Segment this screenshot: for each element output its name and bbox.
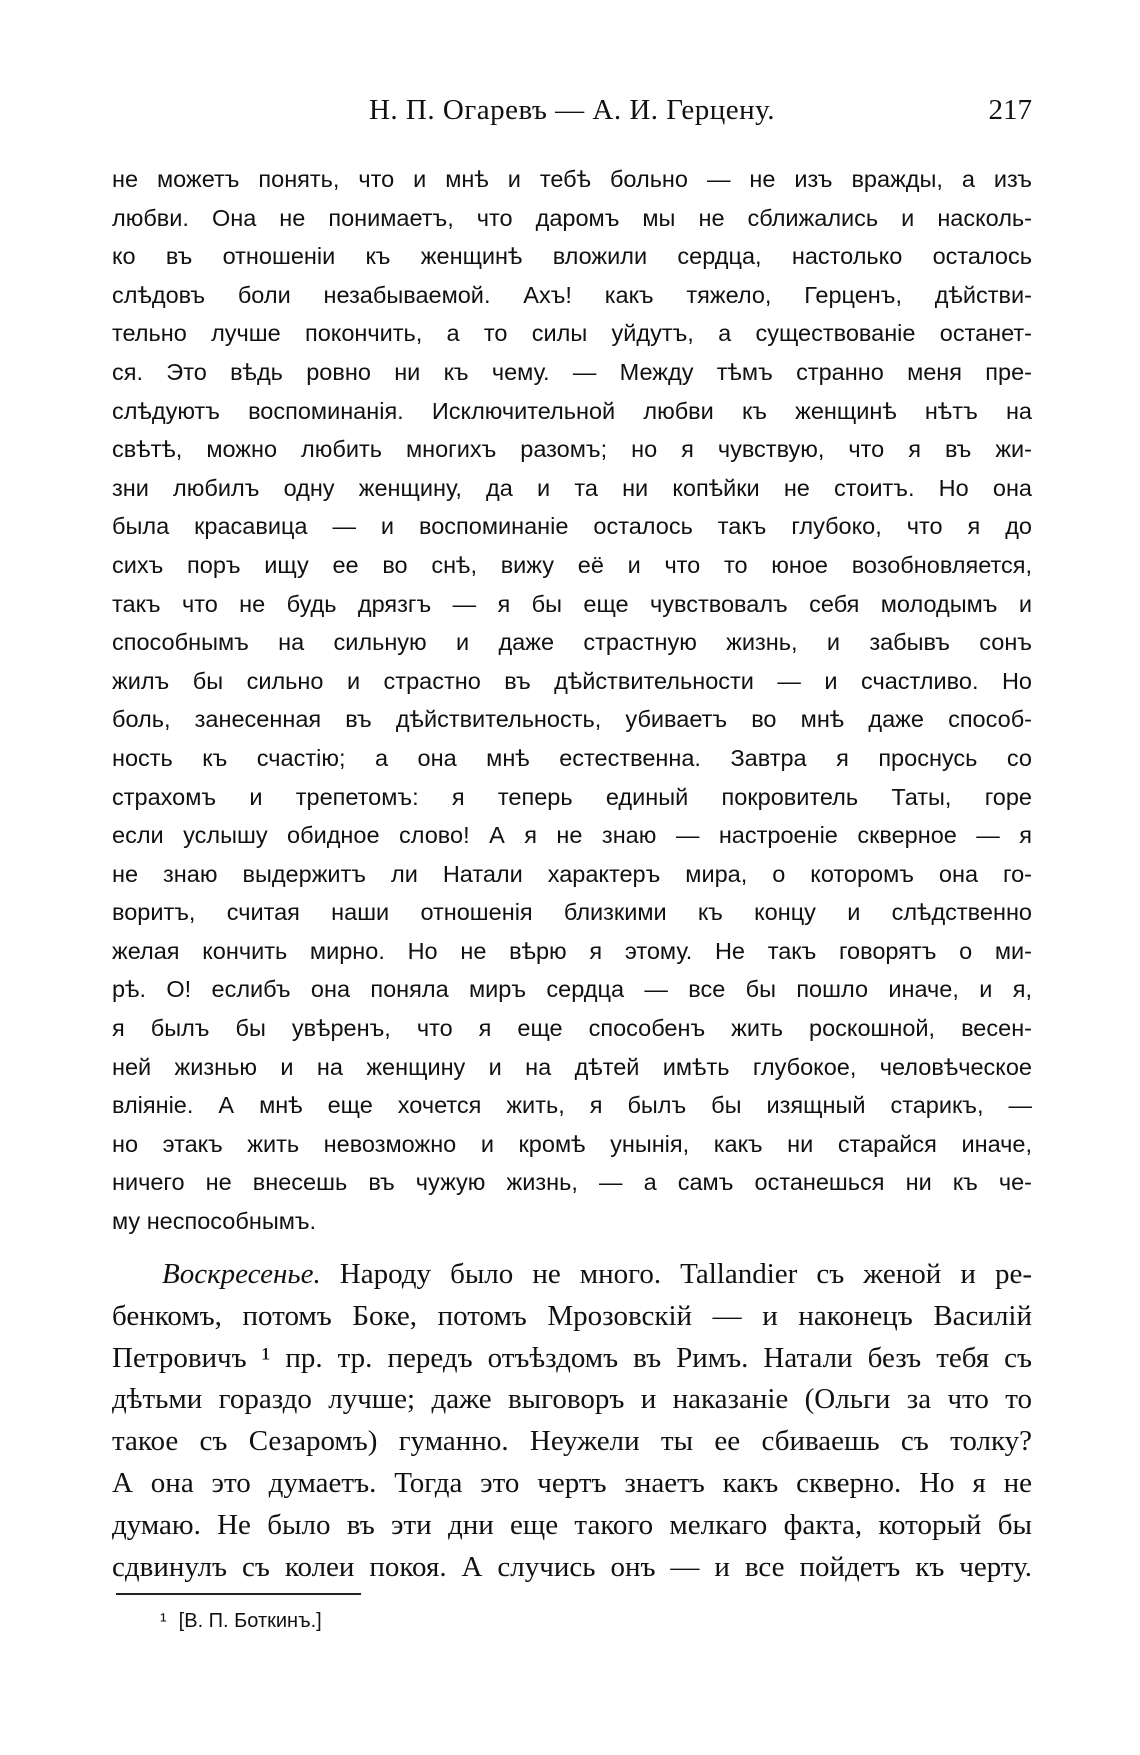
text-line: такъ что не будь дрязгъ — я бы еще чувствовалъ себя молодымъ и (112, 590, 1032, 617)
text-line: ней жизнью и на женщину и на дѣтей имѣть глубокое, человѣческое (112, 1053, 1032, 1080)
page-number: 217 (988, 94, 1032, 126)
text-line: не можетъ понять, что и мнѣ и тебѣ больно — не изъ вражды, а изъ (112, 166, 1032, 192)
running-title: Н. П. Огаревъ — А. И. Герцену. (368, 94, 775, 126)
text-line: жилъ бы сильно и страстно въ дѣйствительности — и счастливо. Но (112, 667, 1032, 694)
text-line: сдвинулъ съ колеи покоя. А случись онъ — и все пойдетъ къ черту. (112, 1550, 1032, 1583)
text-line: ко въ отношеніи къ женщинѣ вложили сердца, настолько осталось (112, 243, 1032, 270)
paragraph-2 (112, 1254, 1032, 1588)
text-line: если услышу обидное слово! А я не знаю — настроеніе скверное — я (112, 822, 1032, 849)
text-line: была красавица — и воспоминаніе осталось такъ глубоко, что я до (112, 513, 1032, 540)
text-line: зни любилъ одну женщину, да и та ни копѣйки не стоитъ. Но она (112, 474, 1032, 501)
text-line: бенкомъ, потомъ Боке, потомъ Мрозовскій — и наконецъ Василій (112, 1299, 1032, 1332)
text-line: но этакъ жить невозможно и кромѣ унынія, какъ ни старайся иначе, (112, 1130, 1032, 1157)
text-line: А она это думаетъ. Тогда это чертъ знаетъ какъ скверно. Но я не (112, 1466, 1032, 1499)
footnote-divider (116, 1593, 361, 1595)
text-line: не знаю выдержитъ ли Натали характеръ мира, о которомъ она го- (112, 860, 1032, 887)
text-line: желая кончить мирно. Но не вѣрю я этому. Не такъ говорятъ о ми- (112, 937, 1032, 964)
footnote-mark: ¹ (160, 1610, 167, 1632)
text-line: боль, занесенная въ дѣйствительность, убиваетъ во мнѣ даже способ- (112, 706, 1032, 733)
text-line: ничего не внесешь въ чужую жизнь, — а самъ останешься ни къ че- (112, 1169, 1032, 1196)
text-line: ность къ счастію; а она мнѣ естественна. Завтра я проснусь со (112, 744, 1032, 771)
text-line: сихъ поръ ищу ее во снѣ, вижу её и что то юное возобновляется, (112, 551, 1032, 578)
text-line: способнымъ на сильную и даже страстную жизнь, и забывъ сонъ (112, 629, 1032, 656)
text-line: ся. Это вѣдь ровно ни къ чему. — Между тѣмъ странно меня пре- (112, 358, 1032, 385)
text-line: свѣтѣ, можно любить многихъ разомъ; но я чувствую, что я въ жи- (112, 436, 1032, 463)
text-line: му неспособнымъ. (112, 1208, 317, 1235)
paragraph-1 (112, 160, 1032, 1241)
footnote-text: [В. П. Боткинъ.] (178, 1610, 322, 1632)
text-line (112, 1254, 1032, 1296)
text-line: слѣдовъ боли незабываемой. Ахъ! какъ тяжело, Герценъ, дѣйстви- (112, 281, 1032, 308)
diary-date-word: Воскресенье. (162, 1258, 321, 1290)
text-line: любви. Она не понимаетъ, что даромъ мы не сближались и насколь- (112, 204, 1032, 231)
text-fragment: Народу было не много. Tallandier съ женой и ре- (320, 1258, 1032, 1290)
text-line: страхомъ и трепетомъ: я теперь единый покровитель Таты, горе (112, 783, 1032, 810)
text-line: такое съ Сезаромъ) гуманно. Неужели ты ее сбиваешь съ толку? (112, 1425, 1032, 1458)
text-line: рѣ. О! еслибъ она поняла миръ сердца — все бы пошло иначе, и я, (112, 976, 1032, 1003)
text-line: воритъ, считая наши отношенія близкими къ концу и слѣдственно (112, 899, 1032, 926)
text-line: я былъ бы увѣренъ, что я еще способенъ жить роскошной, весен- (112, 1015, 1032, 1042)
text-line: слѣдуютъ воспоминанія. Исключительной любви къ женщинѣ нѣтъ на (112, 397, 1032, 424)
text-line: думаю. Не было въ эти дни еще такого мелкаго факта, который бы (112, 1508, 1032, 1541)
text-line: тельно лучше покончить, а то силы уйдутъ, а существованіе останет- (112, 320, 1032, 347)
page-header (112, 94, 1032, 134)
footnote (160, 1610, 322, 1633)
text-line: дѣтьми гораздо лучше; даже выговоръ и наказаніе (Ольги за что то (112, 1383, 1032, 1416)
text-line: вліяніе. А мнѣ еще хочется жить, я былъ бы изящный старикъ, — (112, 1092, 1032, 1119)
text-line: Петровичъ ¹ пр. тр. передъ отъѣздомъ въ Римъ. Натали безъ тебя съ (112, 1341, 1032, 1374)
